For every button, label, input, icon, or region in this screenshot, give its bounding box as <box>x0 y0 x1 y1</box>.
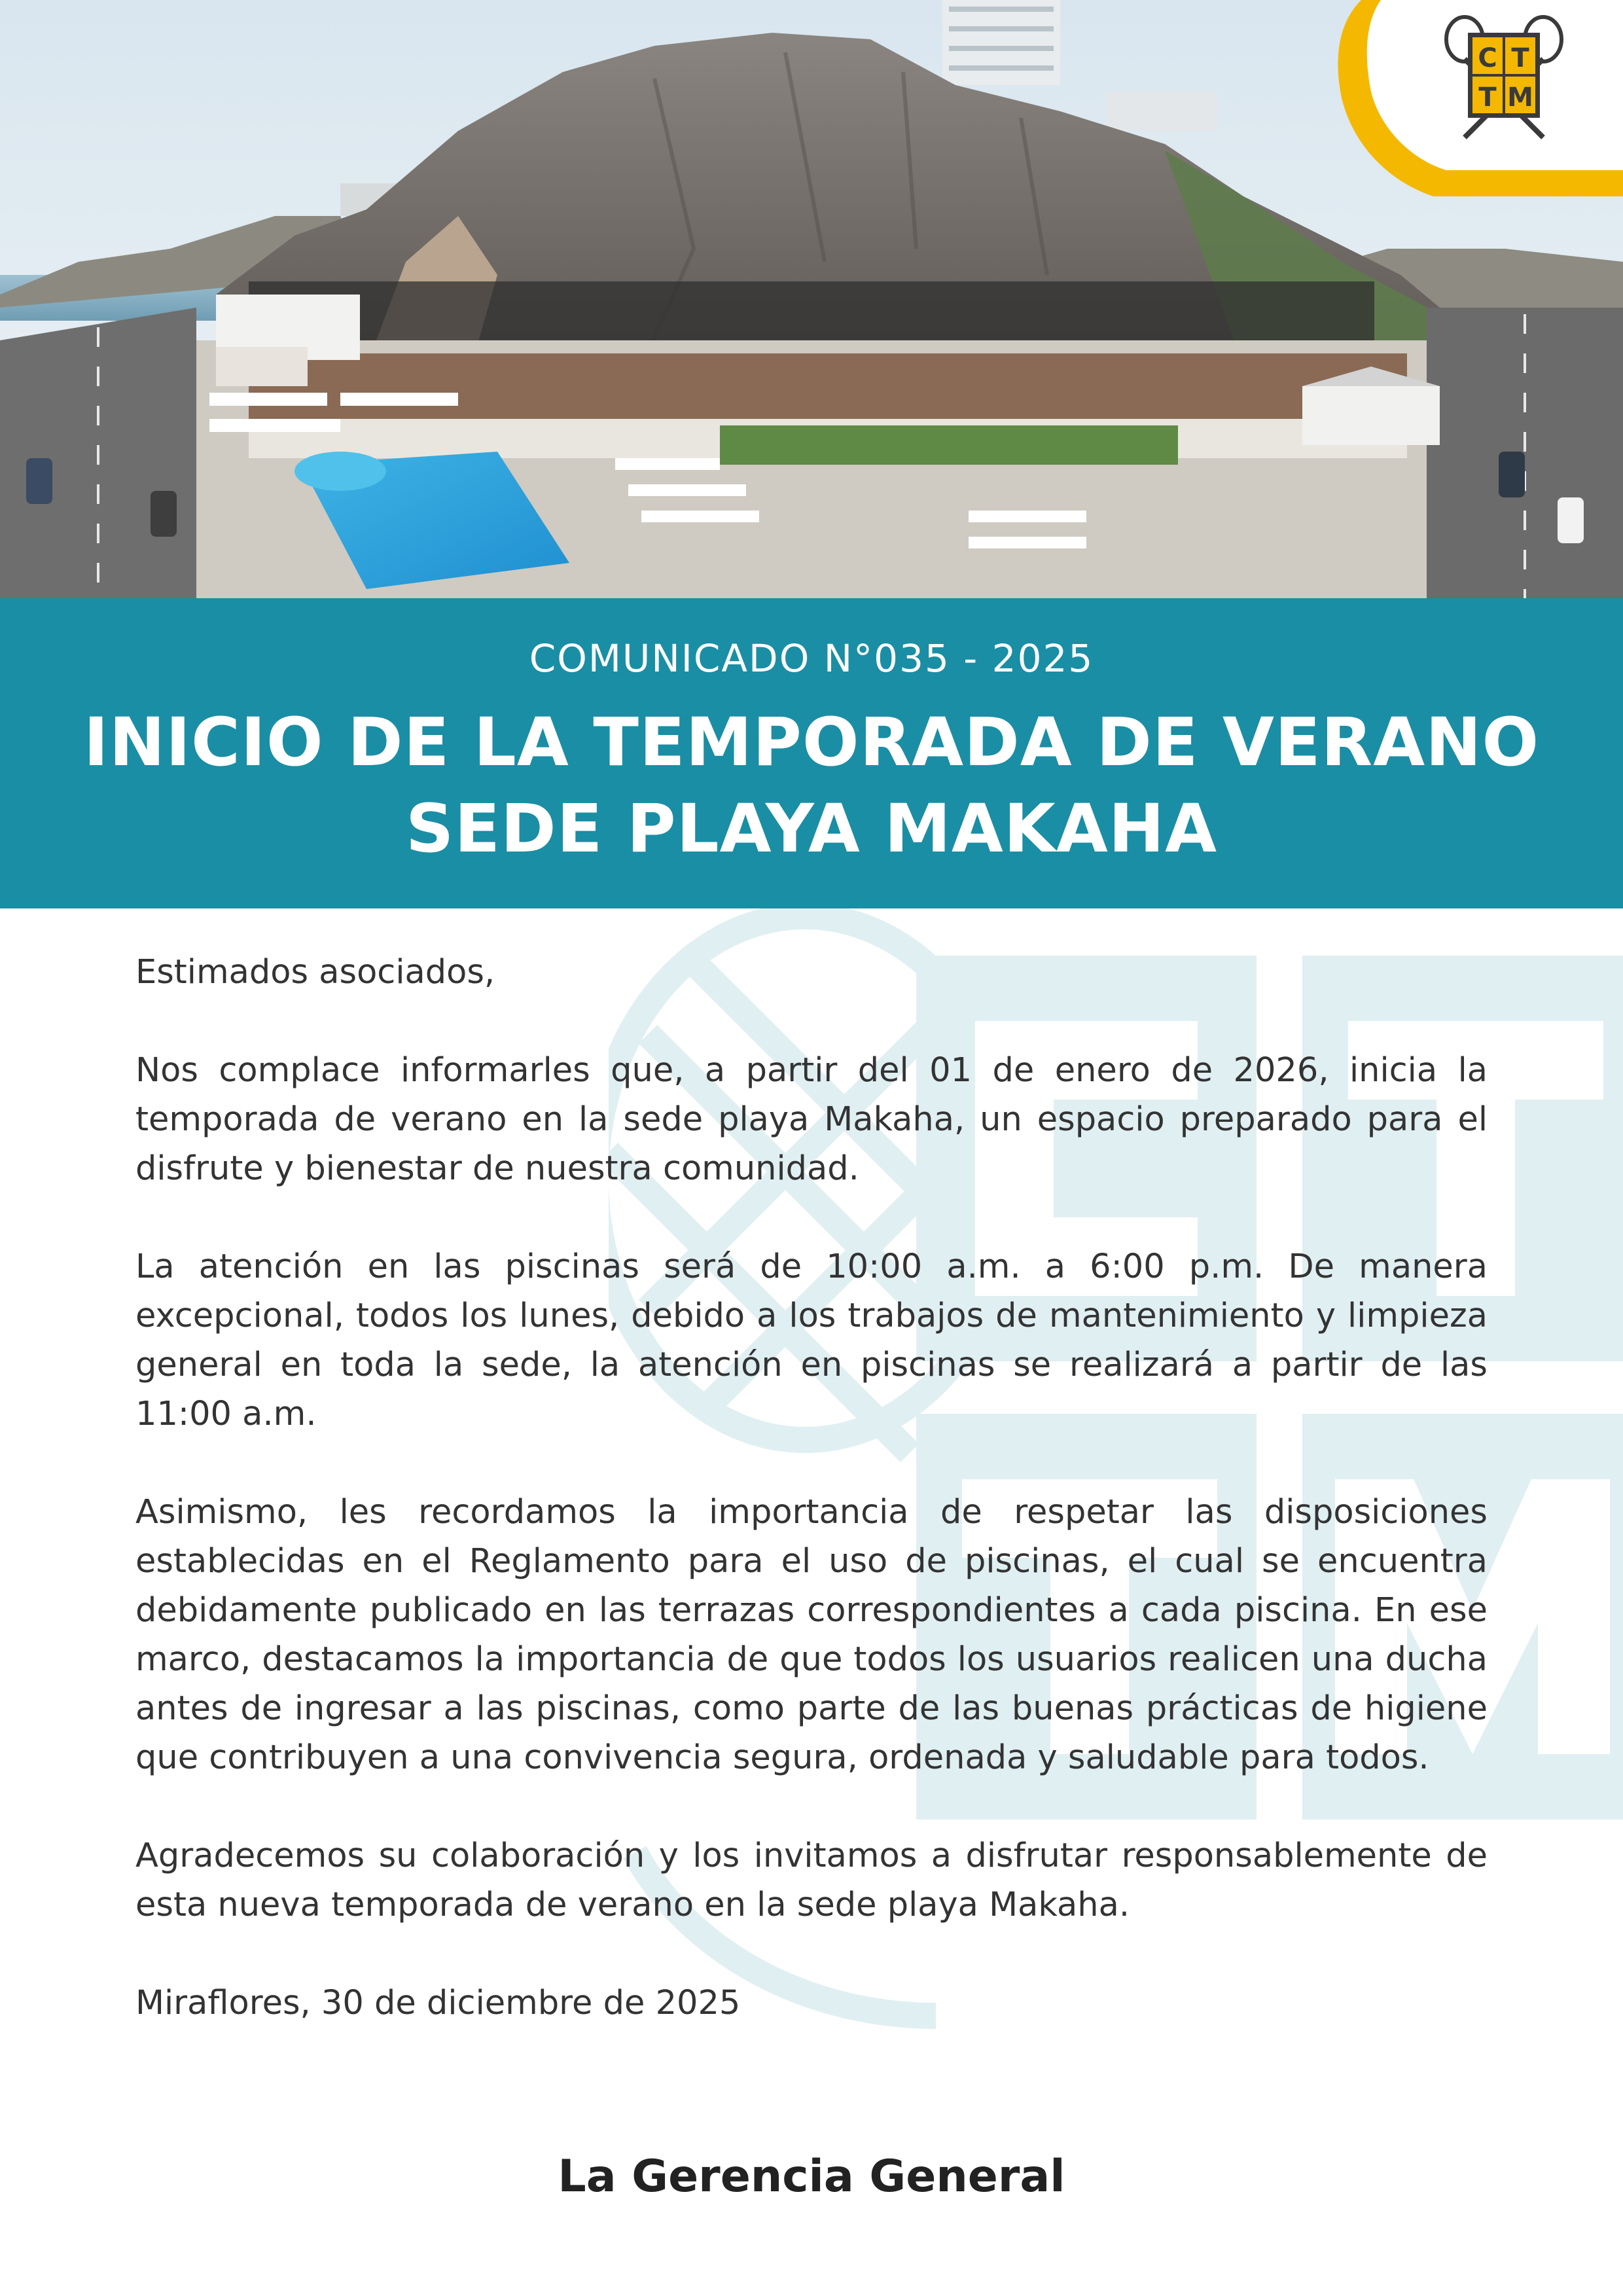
svg-text:T: T <box>1478 82 1497 113</box>
letter-body <box>135 948 1488 2028</box>
title-line-1: INICIO DE LA TEMPORADA DE VERANO <box>83 704 1540 781</box>
svg-text:C: C <box>1478 43 1497 73</box>
page-title <box>0 700 1623 872</box>
paragraph-2: La atención en las piscinas será de 10:00 a.m. a 6:00 p.m. De manera excepcional, todos los lunes, debido a los trabajos de mantenimiento y limpieza general en toda la sede, la atención en piscinas se realizará a partir de las 11:00 a.m. <box>135 1247 1488 1433</box>
title-banner <box>0 598 1623 908</box>
signature: La Gerencia General <box>558 2151 1065 2202</box>
paragraph-4: Agradecemos su colaboración y los invitamos a disfrutar responsablemente de esta nueva temporada de verano en la sede playa Makaha. <box>135 1837 1488 1924</box>
svg-text:T: T <box>1511 43 1529 73</box>
club-logo-badge <box>1322 0 1623 196</box>
paragraph-1: Nos complace informarles que, a partir del 01 de enero de 2026, inicia la temporada de verano en la sede playa Makaha, un espacio preparado para el disfrute y bienestar de nuestra comunidad. <box>135 1051 1488 1188</box>
greeting: Estimados asociados, <box>135 953 495 992</box>
cttm-logo-icon <box>1322 0 1623 196</box>
place-date: Miraflores, 30 de diciembre de 2025 <box>135 1984 741 2022</box>
title-line-2: SEDE PLAYA MAKAHA <box>405 790 1218 868</box>
paragraph-3: Asimismo, les recordamos la importancia de respetar las disposiciones establecidas en el Reglamento para el uso de piscinas, el cual se encuentra debidamente publicado en las terrazas correspondientes a cada piscina. En ese marco, destacamos la importancia de que todos los usuarios realicen una ducha antes de ingresar a las piscinas, como parte de las buenas prácticas de higiene que contribuyen a una convivencia segura, ordenada y saludable para todos. <box>135 1493 1488 1777</box>
communique-number: COMUNICADO N°035 - 2025 <box>529 636 1094 681</box>
svg-text:M: M <box>1507 82 1533 113</box>
